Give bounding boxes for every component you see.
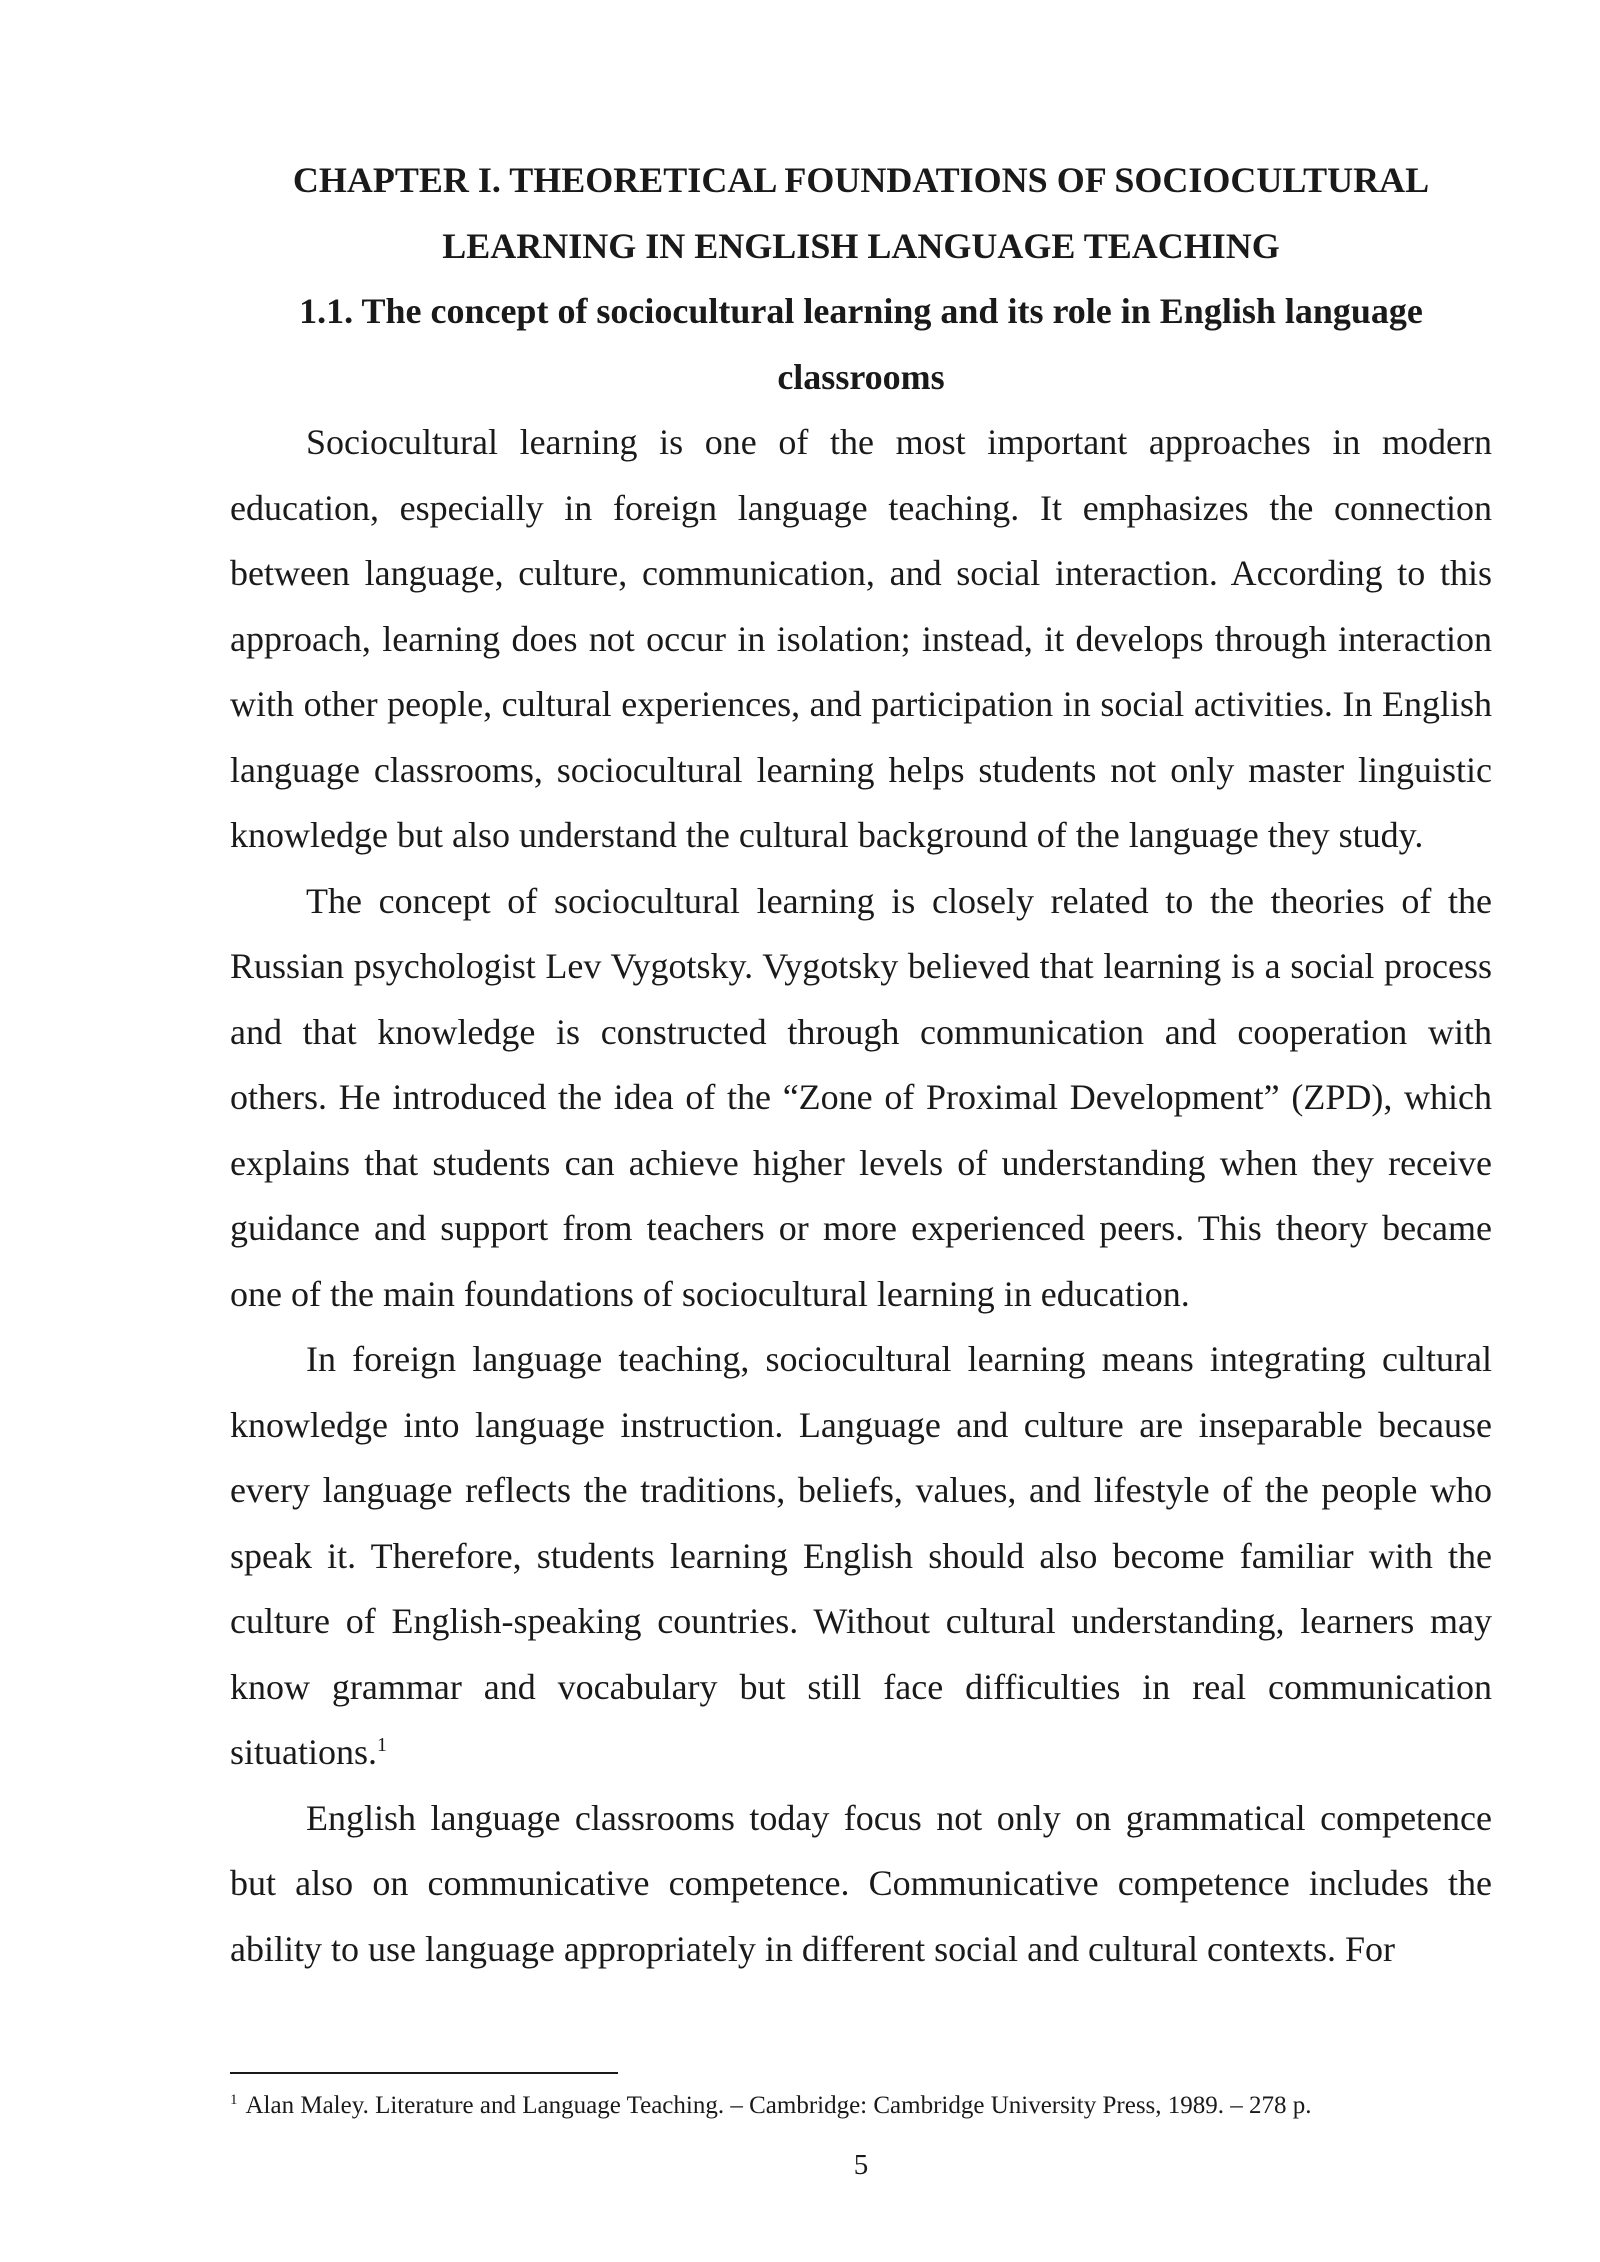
chapter-title bbox=[230, 148, 1492, 279]
footnote-reference[interactable]: 1 bbox=[377, 1734, 388, 1756]
page-body bbox=[230, 148, 1492, 1982]
page-number: 5 bbox=[853, 2149, 869, 2181]
paragraph-3 bbox=[230, 1327, 1492, 1786]
footnote-marker: 1 bbox=[230, 2091, 238, 2108]
paragraph-4: English language classrooms today focus not only on grammatical competence but also on communicative competence. Communicative competence includes the ability to use language appropriately in different social and cultural contexts. For bbox=[230, 1797, 1492, 1969]
section-title bbox=[230, 279, 1492, 410]
paragraph-2: The concept of sociocultural learning is closely related to the theories of the Russian psychologist Lev Vygotsky. Vygotsky believed that learning is a social process and that knowledge is constructed through communication and cooperation with others. He introduced the idea of the “Zone of Proximal Development” (ZPD), which explains that students can achieve higher levels of understanding when they receive guidance and support from teachers or more experienced peers. This theory became one of the main foundations of sociocultural learning in education. bbox=[230, 880, 1492, 1314]
chapter-title-line-2: LEARNING IN ENGLISH LANGUAGE TEACHING bbox=[442, 225, 1280, 266]
section-title-line-2: classrooms bbox=[777, 356, 945, 397]
footnote-separator bbox=[230, 2072, 618, 2074]
paragraph-1: Sociocultural learning is one of the most important approaches in modern education, especially in foreign language teaching. It emphasizes the connection between language, culture, communication, and social interaction. According to this approach, learning does not occur in isolation; instead, it develops through interaction with other people, cultural experiences, and participation in social activities. In English language classrooms, sociocultural learning helps students not only master linguistic knowledge but also understand the cultural background of the language they study. bbox=[230, 422, 1492, 855]
footnote bbox=[230, 2089, 1492, 2123]
chapter-title-line-1: CHAPTER I. THEORETICAL FOUNDATIONS OF SOCIOCULTURAL bbox=[292, 160, 1430, 200]
footnote-text: Alan Maley. Literature and Language Teaching. – Cambridge: Cambridge University Press, 1989. – 278 p. bbox=[245, 2092, 1312, 2119]
paragraph-3-text: In foreign language teaching, sociocultural learning means integrating cultural knowledge into language instruction. Language and culture are inseparable because every language reflects the traditions, beliefs, values, and lifestyle of the people who speak it. Therefore, students learning English should also become familiar with the culture of English-speaking countries. Without cultural understanding, learners may know grammar and vocabulary but still face difficulties in real communication situations. bbox=[230, 1339, 1492, 1772]
section-title-line-1: 1.1. The concept of sociocultural learning and its role in English language bbox=[299, 291, 1423, 331]
